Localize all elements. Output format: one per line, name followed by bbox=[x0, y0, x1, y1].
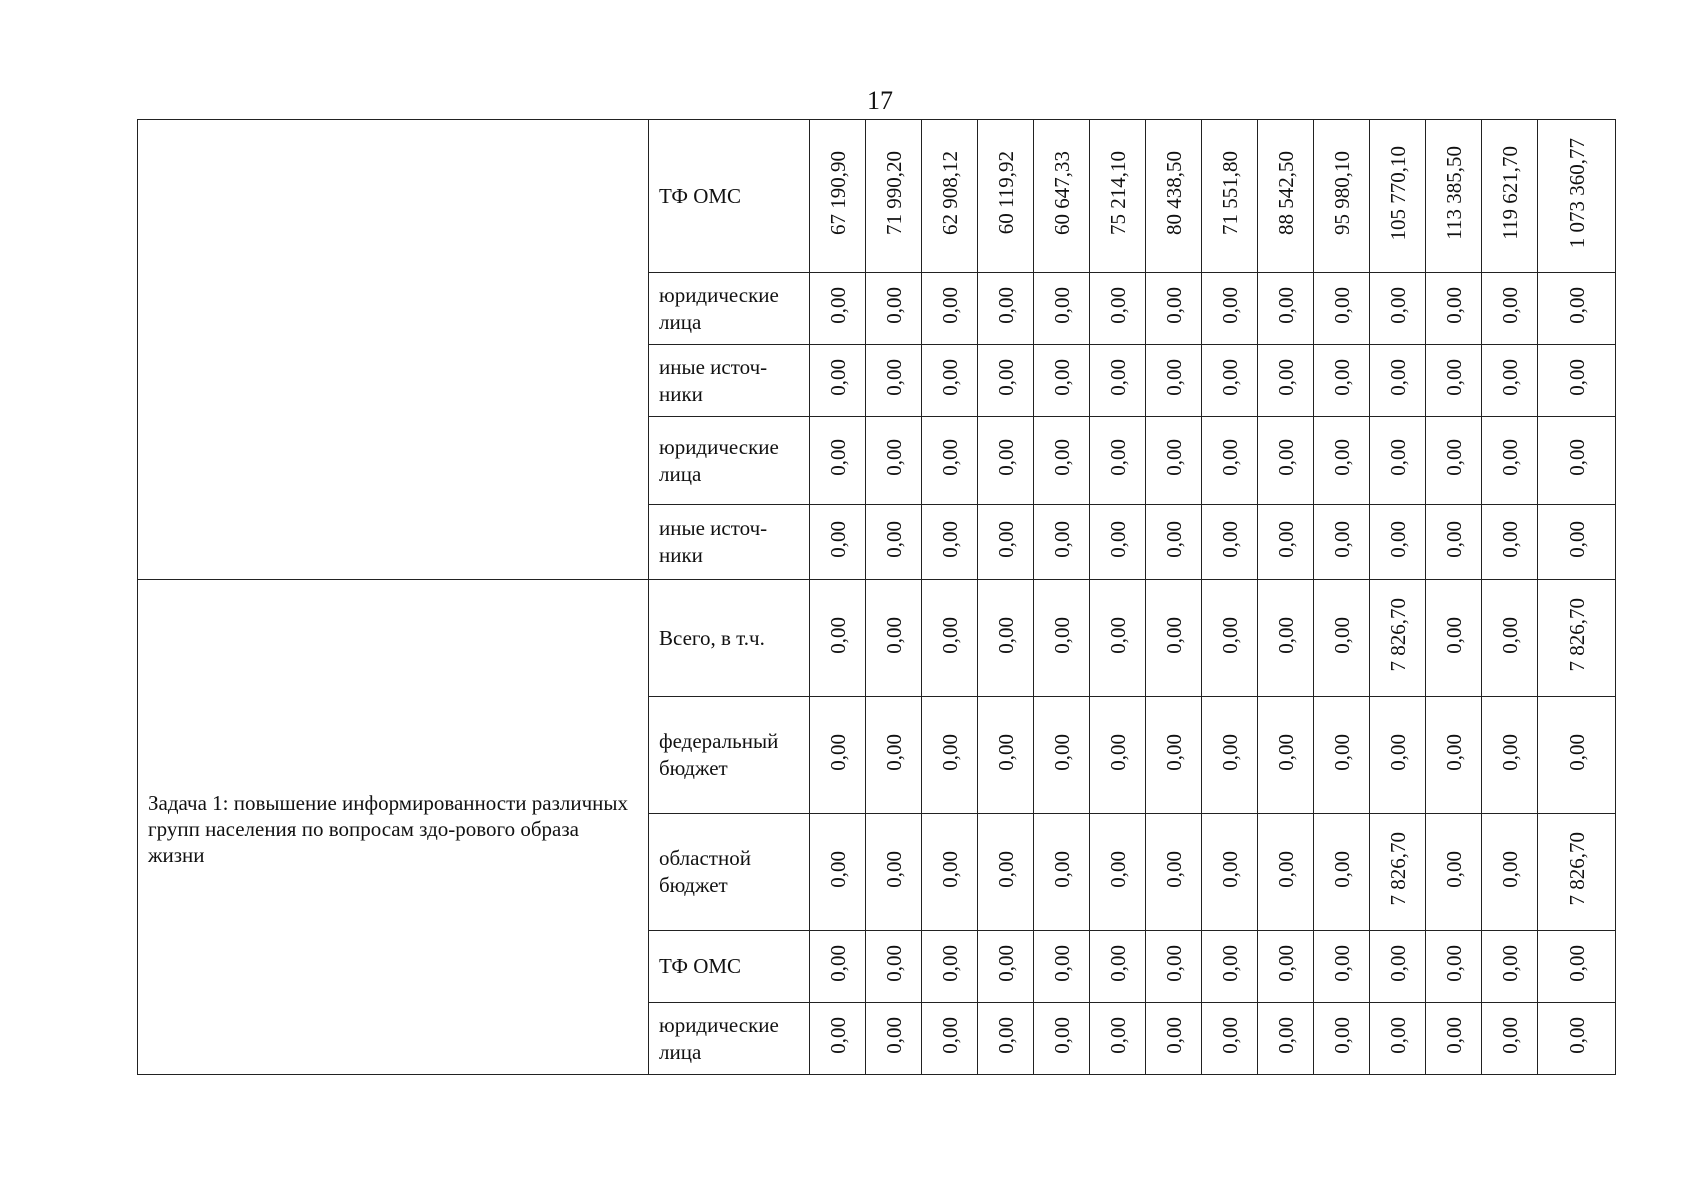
value-text: 0,00 bbox=[1049, 733, 1074, 771]
value-text: 0,00 bbox=[1217, 616, 1242, 654]
value-cell bbox=[866, 580, 922, 697]
task-cell-empty bbox=[138, 120, 649, 580]
value-text: 0,00 bbox=[881, 520, 906, 558]
value-text: 88 542,50 bbox=[1273, 151, 1298, 235]
value-cell bbox=[1258, 697, 1314, 814]
funding-source-label: федеральный бюджет bbox=[649, 697, 810, 814]
value-cell bbox=[1202, 697, 1258, 814]
value-cell bbox=[1370, 273, 1426, 345]
value-cell bbox=[922, 273, 978, 345]
value-text: 113 385,50 bbox=[1441, 146, 1466, 240]
value-text: 0,00 bbox=[1217, 1017, 1242, 1054]
value-cell bbox=[1426, 697, 1482, 814]
value-cell bbox=[1202, 120, 1258, 273]
value-cell bbox=[1146, 417, 1202, 505]
value-text: 0,00 bbox=[1329, 287, 1354, 324]
value-cell bbox=[1482, 273, 1538, 345]
value-text: 0,00 bbox=[1049, 1017, 1074, 1054]
value-cell bbox=[1538, 273, 1616, 345]
value-cell bbox=[1034, 120, 1090, 273]
value-text: 0,00 bbox=[1161, 945, 1186, 982]
value-text: 1 073 360,77 bbox=[1564, 137, 1589, 249]
value-text: 0,00 bbox=[1441, 439, 1466, 476]
value-text: 71 990,20 bbox=[881, 151, 906, 235]
value-cell bbox=[1482, 580, 1538, 697]
funding-source-label: юридические лица bbox=[649, 1003, 810, 1075]
value-text: 0,00 bbox=[1105, 287, 1130, 324]
value-text: 0,00 bbox=[1329, 733, 1354, 771]
table-row bbox=[138, 120, 1616, 273]
value-cell bbox=[810, 417, 866, 505]
value-text: 0,00 bbox=[1497, 616, 1522, 654]
value-cell bbox=[978, 1003, 1034, 1075]
value-cell bbox=[1202, 273, 1258, 345]
value-text: 0,00 bbox=[1329, 439, 1354, 476]
value-cell bbox=[1370, 697, 1426, 814]
value-text: 0,00 bbox=[937, 850, 962, 888]
value-text: 0,00 bbox=[1049, 287, 1074, 324]
value-text: 0,00 bbox=[1441, 1017, 1466, 1054]
value-text: 7 826,70 bbox=[1385, 832, 1410, 906]
value-cell bbox=[1202, 417, 1258, 505]
value-text: 0,00 bbox=[1441, 359, 1466, 396]
value-cell bbox=[1426, 580, 1482, 697]
value-text: 0,00 bbox=[937, 616, 962, 654]
value-text: 0,00 bbox=[993, 359, 1018, 396]
value-cell bbox=[1034, 814, 1090, 931]
value-cell bbox=[1370, 505, 1426, 580]
value-cell bbox=[1258, 580, 1314, 697]
value-cell bbox=[1146, 345, 1202, 417]
value-text: 0,00 bbox=[1217, 850, 1242, 888]
value-cell bbox=[1146, 931, 1202, 1003]
value-text: 0,00 bbox=[825, 733, 850, 771]
value-cell bbox=[866, 1003, 922, 1075]
value-cell bbox=[1426, 120, 1482, 273]
value-text: 0,00 bbox=[1273, 733, 1298, 771]
value-text: 7 826,70 bbox=[1385, 598, 1410, 672]
value-text: 0,00 bbox=[1161, 520, 1186, 558]
value-cell bbox=[1090, 505, 1146, 580]
value-cell bbox=[922, 697, 978, 814]
value-cell bbox=[810, 345, 866, 417]
value-text: 0,00 bbox=[1049, 850, 1074, 888]
value-cell bbox=[978, 345, 1034, 417]
value-text: 0,00 bbox=[1385, 1017, 1410, 1054]
value-text: 7 826,70 bbox=[1564, 598, 1589, 672]
value-text: 0,00 bbox=[1273, 287, 1298, 324]
value-text: 0,00 bbox=[1273, 359, 1298, 396]
value-text: 0,00 bbox=[1441, 616, 1466, 654]
value-text: 0,00 bbox=[993, 439, 1018, 476]
value-cell bbox=[1202, 505, 1258, 580]
value-text: 7 826,70 bbox=[1564, 832, 1589, 906]
value-cell bbox=[1034, 580, 1090, 697]
value-text: 0,00 bbox=[1105, 850, 1130, 888]
value-cell bbox=[1034, 697, 1090, 814]
value-cell bbox=[922, 1003, 978, 1075]
value-cell bbox=[1146, 505, 1202, 580]
value-text: 0,00 bbox=[937, 439, 962, 476]
value-text: 0,00 bbox=[825, 945, 850, 982]
value-text: 0,00 bbox=[993, 850, 1018, 888]
value-text: 0,00 bbox=[1385, 733, 1410, 771]
value-text: 60 647,33 bbox=[1049, 151, 1074, 235]
value-text: 0,00 bbox=[825, 616, 850, 654]
value-cell bbox=[810, 697, 866, 814]
value-text: 75 214,10 bbox=[1105, 151, 1130, 235]
value-text: 0,00 bbox=[1161, 616, 1186, 654]
value-cell bbox=[1146, 1003, 1202, 1075]
value-text: 0,00 bbox=[1329, 616, 1354, 654]
value-text: 71 551,80 bbox=[1217, 151, 1242, 235]
value-text: 0,00 bbox=[1049, 359, 1074, 396]
value-cell bbox=[922, 931, 978, 1003]
value-cell bbox=[810, 120, 866, 273]
value-text: 0,00 bbox=[881, 616, 906, 654]
value-text: 0,00 bbox=[881, 850, 906, 888]
value-text: 0,00 bbox=[937, 945, 962, 982]
value-text: 0,00 bbox=[881, 733, 906, 771]
value-cell bbox=[1258, 417, 1314, 505]
value-text: 0,00 bbox=[1564, 1017, 1589, 1054]
value-text: 0,00 bbox=[1497, 359, 1522, 396]
funding-source-label: ТФ ОМС bbox=[649, 120, 810, 273]
value-cell bbox=[1482, 814, 1538, 931]
value-cell bbox=[1202, 814, 1258, 931]
value-cell bbox=[866, 120, 922, 273]
value-text: 0,00 bbox=[1217, 945, 1242, 982]
value-cell bbox=[1258, 814, 1314, 931]
value-cell bbox=[922, 345, 978, 417]
value-cell bbox=[1314, 120, 1370, 273]
value-cell bbox=[978, 120, 1034, 273]
value-cell bbox=[1370, 1003, 1426, 1075]
value-cell bbox=[1090, 417, 1146, 505]
page-number: 17 bbox=[867, 86, 893, 115]
value-cell bbox=[1314, 505, 1370, 580]
value-text: 67 190,90 bbox=[825, 151, 850, 235]
budget-table bbox=[137, 119, 1616, 1075]
value-cell bbox=[1370, 345, 1426, 417]
value-text: 0,00 bbox=[937, 1017, 962, 1054]
value-text: 0,00 bbox=[1441, 287, 1466, 324]
value-text: 0,00 bbox=[1497, 850, 1522, 888]
value-cell bbox=[1034, 505, 1090, 580]
value-text: 0,00 bbox=[1105, 359, 1130, 396]
value-cell bbox=[978, 580, 1034, 697]
value-cell bbox=[866, 273, 922, 345]
value-cell bbox=[922, 814, 978, 931]
value-text: 0,00 bbox=[1564, 733, 1589, 771]
value-text: 0,00 bbox=[1385, 359, 1410, 396]
value-cell bbox=[1426, 1003, 1482, 1075]
value-text: 0,00 bbox=[825, 520, 850, 558]
value-cell bbox=[1090, 580, 1146, 697]
value-cell bbox=[1146, 697, 1202, 814]
value-text: 0,00 bbox=[1385, 520, 1410, 558]
value-text: 0,00 bbox=[825, 850, 850, 888]
value-cell bbox=[1538, 931, 1616, 1003]
value-text: 0,00 bbox=[1049, 616, 1074, 654]
value-text: 0,00 bbox=[1049, 439, 1074, 476]
budget-table-body bbox=[138, 120, 1616, 1075]
value-cell bbox=[810, 814, 866, 931]
value-text: 0,00 bbox=[1161, 359, 1186, 396]
value-text: 0,00 bbox=[1497, 945, 1522, 982]
value-cell bbox=[866, 417, 922, 505]
value-text: 0,00 bbox=[1564, 520, 1589, 558]
value-text: 0,00 bbox=[993, 287, 1018, 324]
value-cell bbox=[1034, 345, 1090, 417]
value-cell bbox=[1426, 345, 1482, 417]
value-text: 0,00 bbox=[1497, 287, 1522, 324]
value-text: 0,00 bbox=[1217, 287, 1242, 324]
value-cell bbox=[1370, 417, 1426, 505]
value-cell bbox=[1258, 931, 1314, 1003]
value-text: 0,00 bbox=[1564, 945, 1589, 982]
value-text: 0,00 bbox=[1385, 287, 1410, 324]
funding-source-label: иные источ-ники bbox=[649, 345, 810, 417]
value-cell bbox=[922, 505, 978, 580]
value-text: 0,00 bbox=[1217, 520, 1242, 558]
value-text: 0,00 bbox=[937, 733, 962, 771]
value-text: 0,00 bbox=[1564, 287, 1589, 324]
value-text: 0,00 bbox=[1105, 520, 1130, 558]
value-text: 0,00 bbox=[937, 520, 962, 558]
value-cell bbox=[1258, 505, 1314, 580]
value-cell bbox=[1426, 814, 1482, 931]
value-text: 0,00 bbox=[937, 287, 962, 324]
value-text: 0,00 bbox=[881, 1017, 906, 1054]
value-cell bbox=[1314, 345, 1370, 417]
value-text: 0,00 bbox=[1217, 359, 1242, 396]
value-text: 0,00 bbox=[993, 616, 1018, 654]
value-text: 0,00 bbox=[881, 359, 906, 396]
value-cell bbox=[1370, 580, 1426, 697]
value-cell bbox=[1482, 120, 1538, 273]
value-text: 95 980,10 bbox=[1329, 151, 1354, 235]
value-cell bbox=[1426, 417, 1482, 505]
value-cell bbox=[1538, 814, 1616, 931]
value-text: 0,00 bbox=[1564, 439, 1589, 476]
value-cell bbox=[1202, 931, 1258, 1003]
value-text: 0,00 bbox=[1497, 520, 1522, 558]
value-text: 60 119,92 bbox=[993, 151, 1018, 235]
value-text: 0,00 bbox=[1273, 1017, 1298, 1054]
value-text: 0,00 bbox=[1441, 945, 1466, 982]
value-text: 0,00 bbox=[1049, 945, 1074, 982]
value-cell bbox=[1090, 814, 1146, 931]
value-text: 0,00 bbox=[1161, 287, 1186, 324]
value-cell bbox=[1426, 505, 1482, 580]
funding-source-label: юридические лица bbox=[649, 417, 810, 505]
value-cell bbox=[1482, 697, 1538, 814]
value-cell bbox=[1538, 345, 1616, 417]
value-cell bbox=[1538, 1003, 1616, 1075]
value-cell bbox=[1314, 1003, 1370, 1075]
value-cell bbox=[1146, 814, 1202, 931]
value-text: 0,00 bbox=[881, 439, 906, 476]
funding-source-label: Всего, в т.ч. bbox=[649, 580, 810, 697]
value-text: 0,00 bbox=[1564, 359, 1589, 396]
value-text: 0,00 bbox=[1161, 850, 1186, 888]
value-cell bbox=[1370, 931, 1426, 1003]
value-text: 0,00 bbox=[1385, 945, 1410, 982]
value-cell bbox=[1258, 273, 1314, 345]
value-cell bbox=[978, 505, 1034, 580]
value-text: 0,00 bbox=[1161, 1017, 1186, 1054]
funding-source-label: юридические лица bbox=[649, 273, 810, 345]
value-text: 105 770,10 bbox=[1385, 145, 1410, 241]
task-description: Задача 1: повышение информированности различных групп населения по вопросам здо-рового образа жизни bbox=[138, 580, 649, 1075]
value-cell bbox=[866, 814, 922, 931]
value-cell bbox=[1370, 120, 1426, 273]
funding-source-label: областной бюджет bbox=[649, 814, 810, 931]
value-cell bbox=[1370, 814, 1426, 931]
value-text: 119 621,70 bbox=[1497, 146, 1522, 240]
value-cell bbox=[810, 1003, 866, 1075]
value-text: 0,00 bbox=[825, 359, 850, 396]
value-text: 0,00 bbox=[1329, 359, 1354, 396]
value-cell bbox=[978, 697, 1034, 814]
value-text: 0,00 bbox=[1105, 945, 1130, 982]
value-cell bbox=[866, 505, 922, 580]
value-text: 0,00 bbox=[1497, 733, 1522, 771]
value-text: 0,00 bbox=[1441, 850, 1466, 888]
value-text: 0,00 bbox=[993, 733, 1018, 771]
value-cell bbox=[866, 345, 922, 417]
value-cell bbox=[810, 505, 866, 580]
value-cell bbox=[1034, 417, 1090, 505]
table-row bbox=[138, 580, 1616, 697]
value-text: 0,00 bbox=[1497, 439, 1522, 476]
value-cell bbox=[810, 273, 866, 345]
value-cell bbox=[978, 417, 1034, 505]
value-cell bbox=[1314, 273, 1370, 345]
value-cell bbox=[1258, 1003, 1314, 1075]
value-text: 0,00 bbox=[1049, 520, 1074, 558]
value-text: 0,00 bbox=[1441, 733, 1466, 771]
value-text: 0,00 bbox=[1441, 520, 1466, 558]
value-cell bbox=[1202, 345, 1258, 417]
value-cell bbox=[1314, 697, 1370, 814]
value-text: 0,00 bbox=[825, 1017, 850, 1054]
value-cell bbox=[1314, 931, 1370, 1003]
value-text: 0,00 bbox=[993, 520, 1018, 558]
value-text: 0,00 bbox=[1329, 520, 1354, 558]
value-text: 0,00 bbox=[1105, 439, 1130, 476]
value-cell bbox=[1090, 273, 1146, 345]
value-cell bbox=[1034, 273, 1090, 345]
value-text: 0,00 bbox=[1161, 439, 1186, 476]
value-cell bbox=[1538, 580, 1616, 697]
value-cell bbox=[1258, 345, 1314, 417]
value-cell bbox=[1146, 580, 1202, 697]
value-cell bbox=[978, 273, 1034, 345]
value-cell bbox=[1090, 345, 1146, 417]
value-text: 0,00 bbox=[825, 287, 850, 324]
value-text: 0,00 bbox=[881, 287, 906, 324]
value-cell bbox=[922, 580, 978, 697]
value-cell bbox=[1482, 345, 1538, 417]
value-cell bbox=[1034, 931, 1090, 1003]
funding-source-label: иные источ-ники bbox=[649, 505, 810, 580]
value-cell bbox=[1538, 120, 1616, 273]
value-text: 0,00 bbox=[1497, 1017, 1522, 1054]
value-text: 0,00 bbox=[1161, 733, 1186, 771]
value-cell bbox=[922, 120, 978, 273]
value-text: 80 438,50 bbox=[1161, 151, 1186, 235]
value-text: 0,00 bbox=[825, 439, 850, 476]
value-cell bbox=[1314, 580, 1370, 697]
value-cell bbox=[1146, 273, 1202, 345]
value-cell bbox=[1314, 814, 1370, 931]
value-text: 0,00 bbox=[1105, 616, 1130, 654]
value-cell bbox=[1482, 505, 1538, 580]
value-text: 0,00 bbox=[881, 945, 906, 982]
value-cell bbox=[1034, 1003, 1090, 1075]
value-cell bbox=[1090, 697, 1146, 814]
value-cell bbox=[1090, 931, 1146, 1003]
value-cell bbox=[1426, 273, 1482, 345]
value-cell bbox=[1538, 697, 1616, 814]
value-cell bbox=[1538, 505, 1616, 580]
value-cell bbox=[1482, 931, 1538, 1003]
value-cell bbox=[1314, 417, 1370, 505]
value-text: 0,00 bbox=[1217, 439, 1242, 476]
value-text: 0,00 bbox=[1329, 850, 1354, 888]
value-cell bbox=[978, 931, 1034, 1003]
value-text: 0,00 bbox=[993, 945, 1018, 982]
value-cell bbox=[1202, 580, 1258, 697]
value-text: 0,00 bbox=[1273, 439, 1298, 476]
value-text: 0,00 bbox=[1329, 945, 1354, 982]
value-text: 0,00 bbox=[1273, 850, 1298, 888]
value-cell bbox=[1202, 1003, 1258, 1075]
value-cell bbox=[866, 697, 922, 814]
value-cell bbox=[810, 931, 866, 1003]
value-text: 0,00 bbox=[1273, 616, 1298, 654]
value-text: 0,00 bbox=[1385, 439, 1410, 476]
value-cell bbox=[978, 814, 1034, 931]
funding-source-label: ТФ ОМС bbox=[649, 931, 810, 1003]
value-cell bbox=[1146, 120, 1202, 273]
value-text: 0,00 bbox=[1105, 1017, 1130, 1054]
value-cell bbox=[1482, 417, 1538, 505]
value-text: 0,00 bbox=[1273, 520, 1298, 558]
value-cell bbox=[1482, 1003, 1538, 1075]
value-text: 0,00 bbox=[1273, 945, 1298, 982]
value-cell bbox=[1090, 120, 1146, 273]
value-cell bbox=[810, 580, 866, 697]
value-text: 0,00 bbox=[993, 1017, 1018, 1054]
value-cell bbox=[1258, 120, 1314, 273]
value-cell bbox=[922, 417, 978, 505]
value-cell bbox=[866, 931, 922, 1003]
value-cell bbox=[1090, 1003, 1146, 1075]
value-text: 0,00 bbox=[1217, 733, 1242, 771]
value-text: 0,00 bbox=[937, 359, 962, 396]
value-cell bbox=[1426, 931, 1482, 1003]
value-text: 0,00 bbox=[1329, 1017, 1354, 1054]
value-text: 0,00 bbox=[1105, 733, 1130, 771]
value-text: 62 908,12 bbox=[937, 151, 962, 235]
value-cell bbox=[1538, 417, 1616, 505]
